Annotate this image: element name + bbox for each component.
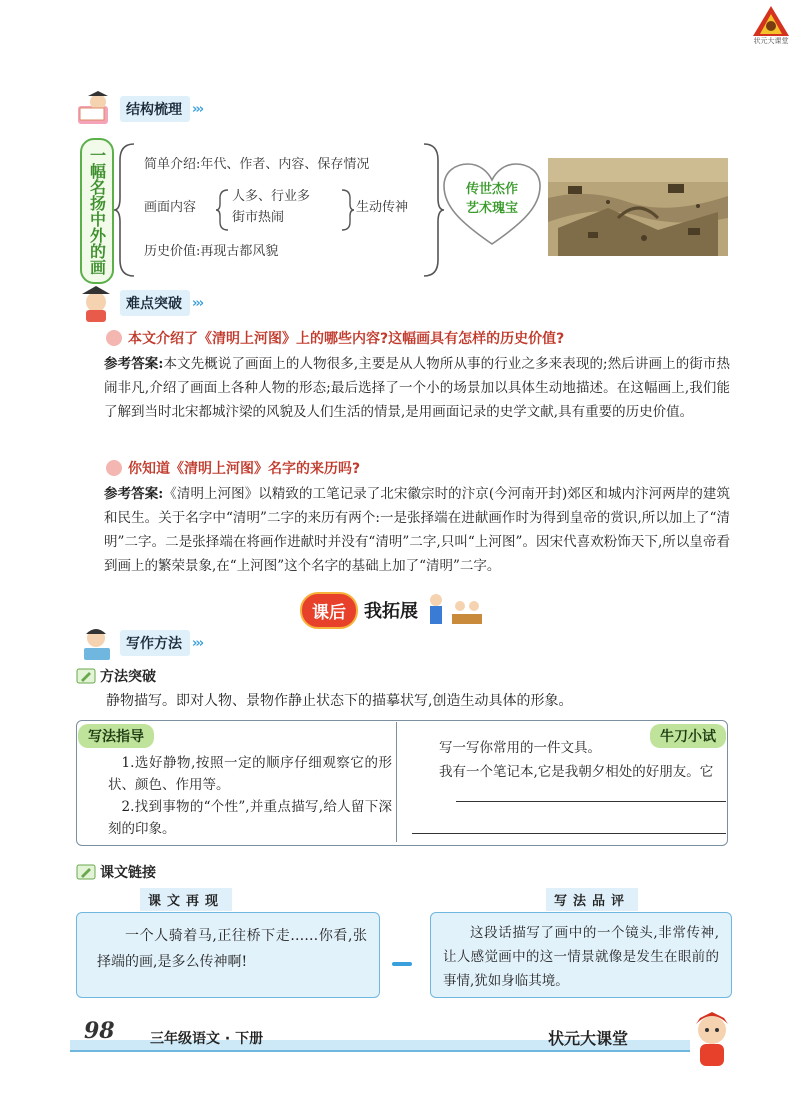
structure-vertical-title: 一幅名扬中外的画 [80, 138, 114, 284]
right-quote-box [430, 912, 732, 998]
answer-1-label: 参考答案: [104, 356, 164, 372]
try-line-2: 我有一个笔记本,它是我朝夕相处的好朋友。它 [439, 764, 714, 780]
footer-bar [0, 1036, 800, 1054]
mascot-icon [682, 1006, 742, 1070]
after-class-banner [300, 590, 484, 630]
structure-line-history: 历史价值:再现古都风貌 [144, 244, 279, 259]
guide-text [108, 752, 392, 840]
right-tag: 写法品评 [546, 888, 638, 911]
structure-content-item-1: 人多、行业多 [232, 189, 311, 204]
question-2-text: 你知道《清明上河图》名字的来历吗? [128, 461, 361, 477]
brand-logo [748, 4, 794, 50]
heart-line-2: 艺术瑰宝 [465, 201, 518, 216]
guide-point-2: 2.找到事物的“个性”,并重点描写,给人留下深刻的印象。 [108, 799, 392, 837]
structure-content-item-2: 街市热闹 [232, 210, 285, 225]
question-1-text: 本文介绍了《清明上河图》上的哪些内容?这幅画具有怎样的历史价值? [128, 331, 565, 347]
teacher-students-icon [424, 590, 484, 630]
question-bullet-icon [106, 460, 122, 476]
logo-caption: 状元大课堂 [753, 37, 789, 45]
link-heading-label: 课文链接 [100, 865, 156, 881]
chevron-right-icon: ››› [192, 101, 203, 117]
pencil-icon [76, 668, 96, 684]
structure-line-content-label: 画面内容 [144, 200, 197, 215]
connector-dash [392, 962, 412, 966]
difficulty-heading-label: 难点突破 [120, 290, 190, 316]
answer-2 [104, 482, 730, 578]
answer-line-1[interactable] [456, 801, 726, 802]
after-class-title: 我拓展 [364, 601, 418, 622]
right-quote-text: 这段话描写了画中的一个镜头,非常传神,让人感觉画中的这一情景就像是发生在眼前的事情,犹如身临其境。 [443, 925, 719, 989]
method-heading [76, 666, 156, 686]
answer-2-label: 参考答案: [104, 486, 164, 502]
chevron-right-icon: ››› [192, 295, 203, 311]
question-1 [106, 328, 564, 348]
answer-1-text: 本文先概说了画面上的人物很多,主要是从人物所从事的行业之多来表现的;然后讲画上的街市热闹非凡,介绍了画面上各种人物的形态;最后选择了一个小的场景加以具体生动地描述。在这幅画上,我们能了解到当时北宋都城汴梁的风貌及人们生活的情景,是用画面记录的史学文献,具有重要的历史价值。 [104, 356, 731, 420]
guide-tag: 写法指导 [78, 724, 154, 748]
footer-book: 三年级语文 · 下册 [150, 1031, 264, 1047]
left-tag: 课文再现 [140, 888, 232, 911]
structure-heading-label: 结构梳理 [120, 96, 190, 122]
answer-line-2[interactable] [412, 833, 726, 834]
footer-brand: 状元大课堂 [548, 1029, 629, 1048]
qingming-painting-image [548, 158, 728, 256]
left-quote-text: 一个人骑着马,正往桥下走……你看,张择端的画,是多么传神啊! [97, 928, 367, 970]
chevron-right-icon: ››› [192, 635, 203, 651]
structure-heading [74, 90, 202, 128]
answer-2-text: 《清明上河图》以精致的工笔记录了北宋徽宗时的汴京(今河南开封)郊区和城内汴河两岸的建筑和民生。关于名字中“清明”二字的来历有两个:一是张择端在进献画作时为得到皇帝的赏识,所以加上了“清明”二字。二是张择端在将画作进献时并没有“清明”二字,只叫“上河图”。因宋代喜欢粉饰天下,所以皇帝看到画上的繁荣景象,在“上河图”这个名字的基础上加了“清明”二字。 [104, 486, 730, 574]
difficulty-heading [74, 284, 202, 322]
page-number: 98 [84, 1018, 115, 1044]
question-2 [106, 458, 360, 478]
structure-line-intro: 简单介绍:年代、作者、内容、保存情况 [144, 157, 370, 172]
reading-boy-icon [74, 90, 120, 128]
pencil-icon [76, 864, 96, 880]
logo-emblem-icon [751, 4, 791, 38]
answer-1 [104, 352, 730, 424]
structure-content-result: 生动传神 [356, 200, 409, 215]
link-heading [76, 862, 156, 882]
writing-heading-label: 写作方法 [120, 630, 190, 656]
try-text [412, 736, 724, 784]
heart-line-1: 传世杰作 [465, 182, 518, 197]
method-text [106, 690, 572, 710]
heart-text [452, 180, 532, 218]
method-heading-label: 方法突破 [100, 669, 156, 685]
student-cap-icon [74, 284, 120, 322]
try-line-1: 写一写你常用的一件文具。 [439, 740, 601, 756]
question-bullet-icon [106, 330, 122, 346]
method-text-content: 静物描写。即对人物、景物作静止状态下的描摹状写,创造生动具体的形象。 [106, 693, 573, 709]
try-tag: 牛刀小试 [650, 724, 726, 748]
writing-heading [74, 624, 202, 662]
boy-writing-icon [74, 624, 120, 662]
guide-divider [396, 722, 397, 842]
guide-point-1: 1.选好静物,按照一定的顺序仔细观察它的形状、颜色、作用等。 [108, 755, 392, 793]
left-quote-box [76, 912, 380, 998]
after-class-circle: 课后 [300, 592, 358, 629]
